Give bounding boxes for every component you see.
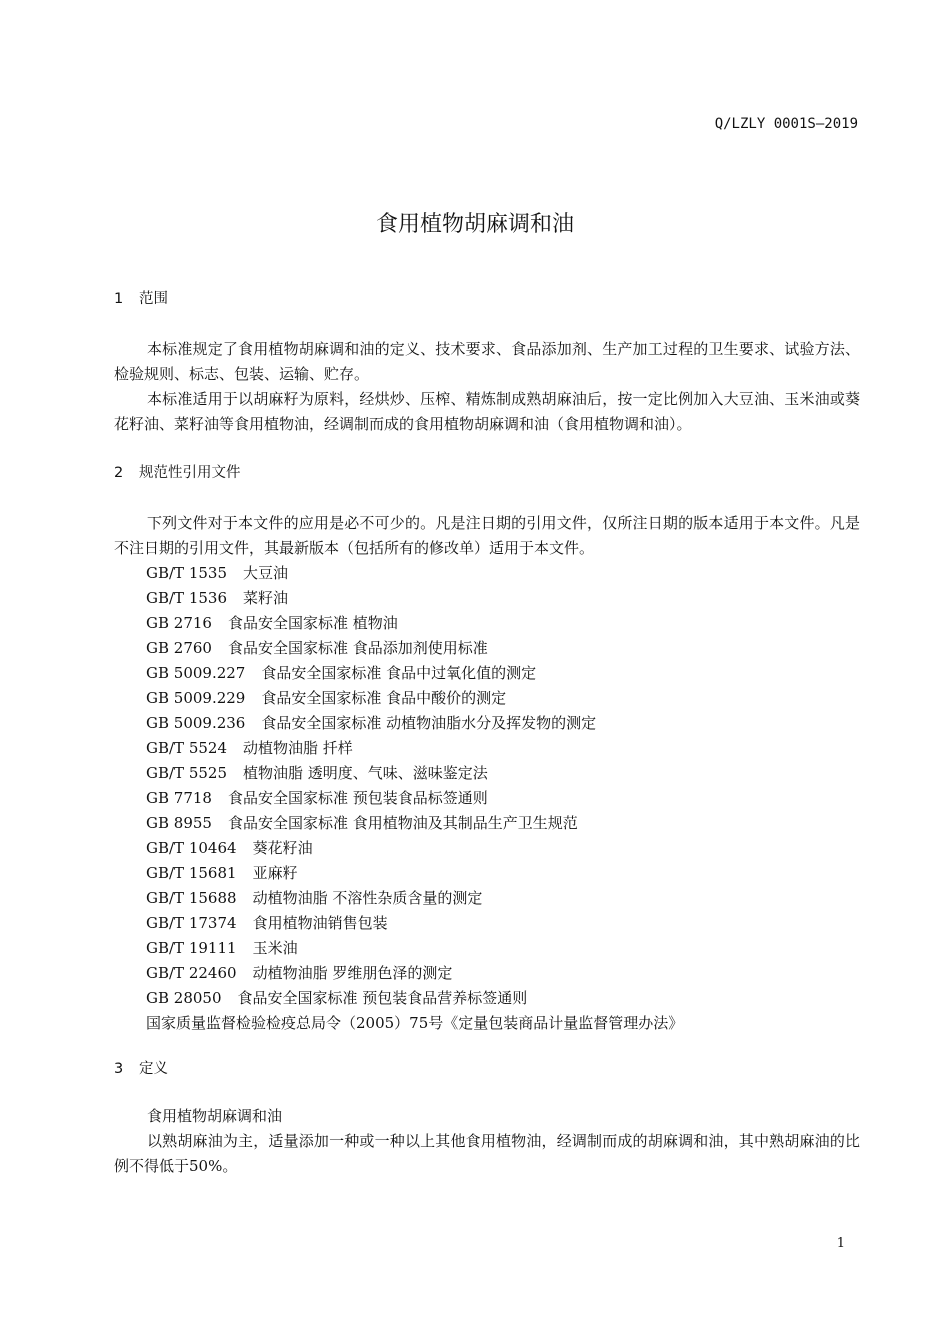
section-normative-references xyxy=(114,461,860,1036)
reference-title: 食品安全国家标准 食品添加剂使用标准 xyxy=(227,639,488,657)
reference-item xyxy=(146,736,860,761)
reference-title: 食品安全国家标准 预包装食品营养标签通则 xyxy=(237,989,528,1007)
section-number: 3 xyxy=(114,1061,124,1077)
reference-item xyxy=(146,986,860,1011)
reference-code: GB 5009.236 xyxy=(146,714,246,732)
reference-title: 动植物油脂 扦样 xyxy=(243,739,353,757)
paragraph: 以熟胡麻油为主，适量添加一种或一种以上其他食用植物油，经调制而成的胡麻调和油，其中熟胡麻油的比例不得低于50%。 xyxy=(114,1132,860,1175)
reference-item xyxy=(146,1011,860,1036)
reference-item xyxy=(146,836,860,861)
reference-code: GB/T 15681 xyxy=(146,864,237,882)
reference-item xyxy=(146,786,860,811)
reference-title: 动植物油脂 罗维朋色泽的测定 xyxy=(252,964,453,982)
reference-code: GB/T 17374 xyxy=(146,914,237,932)
reference-title: 食品安全国家标准 食品中过氧化值的测定 xyxy=(261,664,537,682)
reference-code: GB/T 5525 xyxy=(146,764,228,782)
reference-code: GB/T 15688 xyxy=(146,889,237,907)
section-heading xyxy=(114,461,860,485)
paragraph: 本标准规定了食用植物胡麻调和油的定义、技术要求、食品添加剂、生产加工过程的卫生要求、试验方法、检验规则、标志、包装、运输、贮存。 xyxy=(114,340,860,383)
section-number: 1 xyxy=(114,291,124,307)
reference-item xyxy=(146,936,860,961)
reference-item xyxy=(146,911,860,936)
reference-code: GB/T 22460 xyxy=(146,964,237,982)
section-number: 2 xyxy=(114,465,124,481)
reference-code: GB 28050 xyxy=(146,989,222,1007)
reference-code: GB 8955 xyxy=(146,814,212,832)
reference-title: 大豆油 xyxy=(243,564,289,582)
reference-title: 亚麻籽 xyxy=(252,864,298,882)
reference-code: GB/T 10464 xyxy=(146,839,237,857)
reference-item xyxy=(146,561,860,586)
reference-title: 食品安全国家标准 食品中酸价的测定 xyxy=(261,689,507,707)
reference-title: 食品安全国家标准 动植物油脂水分及挥发物的测定 xyxy=(261,714,597,732)
reference-title: 动植物油脂 不溶性杂质含量的测定 xyxy=(252,889,483,907)
reference-title: 食品安全国家标准 植物油 xyxy=(227,614,398,632)
section-heading xyxy=(114,1057,860,1081)
reference-item xyxy=(146,586,860,611)
reference-item xyxy=(146,686,860,711)
reference-code: GB 5009.227 xyxy=(146,664,246,682)
reference-title: 菜籽油 xyxy=(243,589,289,607)
section-title: 范围 xyxy=(139,291,168,307)
reference-title: 食用植物油销售包装 xyxy=(252,914,388,932)
reference-title: 食品安全国家标准 预包装食品标签通则 xyxy=(227,789,488,807)
reference-item xyxy=(146,861,860,886)
reference-title: 食品安全国家标准 食用植物油及其制品生产卫生规范 xyxy=(227,814,578,832)
section-title: 规范性引用文件 xyxy=(139,465,241,481)
document-title: 食用植物胡麻调和油 xyxy=(375,212,574,237)
reference-title: 植物油脂 透明度、气味、滋味鉴定法 xyxy=(243,764,488,782)
reference-code: GB 7718 xyxy=(146,789,212,807)
reference-item xyxy=(146,886,860,911)
reference-code: GB 2716 xyxy=(146,614,212,632)
document-code: Q/LZLY 0001S—2019 xyxy=(714,116,858,132)
reference-code: GB/T 19111 xyxy=(146,939,237,957)
reference-item xyxy=(146,961,860,986)
definition-term: 食用植物胡麻调和油 xyxy=(147,1107,283,1125)
paragraph: 本标准适用于以胡麻籽为原料，经烘炒、压榨、精炼制成熟胡麻油后，按一定比例加入大豆油、玉米油或葵花籽油、菜籽油等食用植物油，经调制而成的食用植物胡麻调和油（食用植物调和油）。 xyxy=(114,390,860,433)
reference-code: GB 2760 xyxy=(146,639,212,657)
reference-item xyxy=(146,711,860,736)
section-definition xyxy=(114,1057,860,1179)
reference-code: 国家质量监督检验检疫总局令（2005）75号《定量包装商品计量监督管理办法》 xyxy=(146,1014,684,1032)
reference-item xyxy=(146,636,860,661)
reference-item xyxy=(146,611,860,636)
section-heading xyxy=(114,287,860,311)
reference-item xyxy=(146,661,860,686)
reference-code: GB 5009.229 xyxy=(146,689,246,707)
reference-title: 葵花籽油 xyxy=(252,839,313,857)
page-number: 1 xyxy=(836,1236,845,1251)
reference-item xyxy=(146,761,860,786)
section-title: 定义 xyxy=(139,1061,168,1077)
reference-code: GB/T 1535 xyxy=(146,564,228,582)
reference-item xyxy=(146,811,860,836)
section-scope xyxy=(114,287,860,437)
reference-code: GB/T 5524 xyxy=(146,739,228,757)
paragraph: 下列文件对于本文件的应用是必不可少的。凡是注日期的引用文件，仅所注日期的版本适用于本文件。凡是不注日期的引用文件，其最新版本（包括所有的修改单）适用于本文件。 xyxy=(114,514,860,557)
reference-list xyxy=(114,561,860,1036)
reference-code: GB/T 1536 xyxy=(146,589,228,607)
reference-title: 玉米油 xyxy=(252,939,298,957)
